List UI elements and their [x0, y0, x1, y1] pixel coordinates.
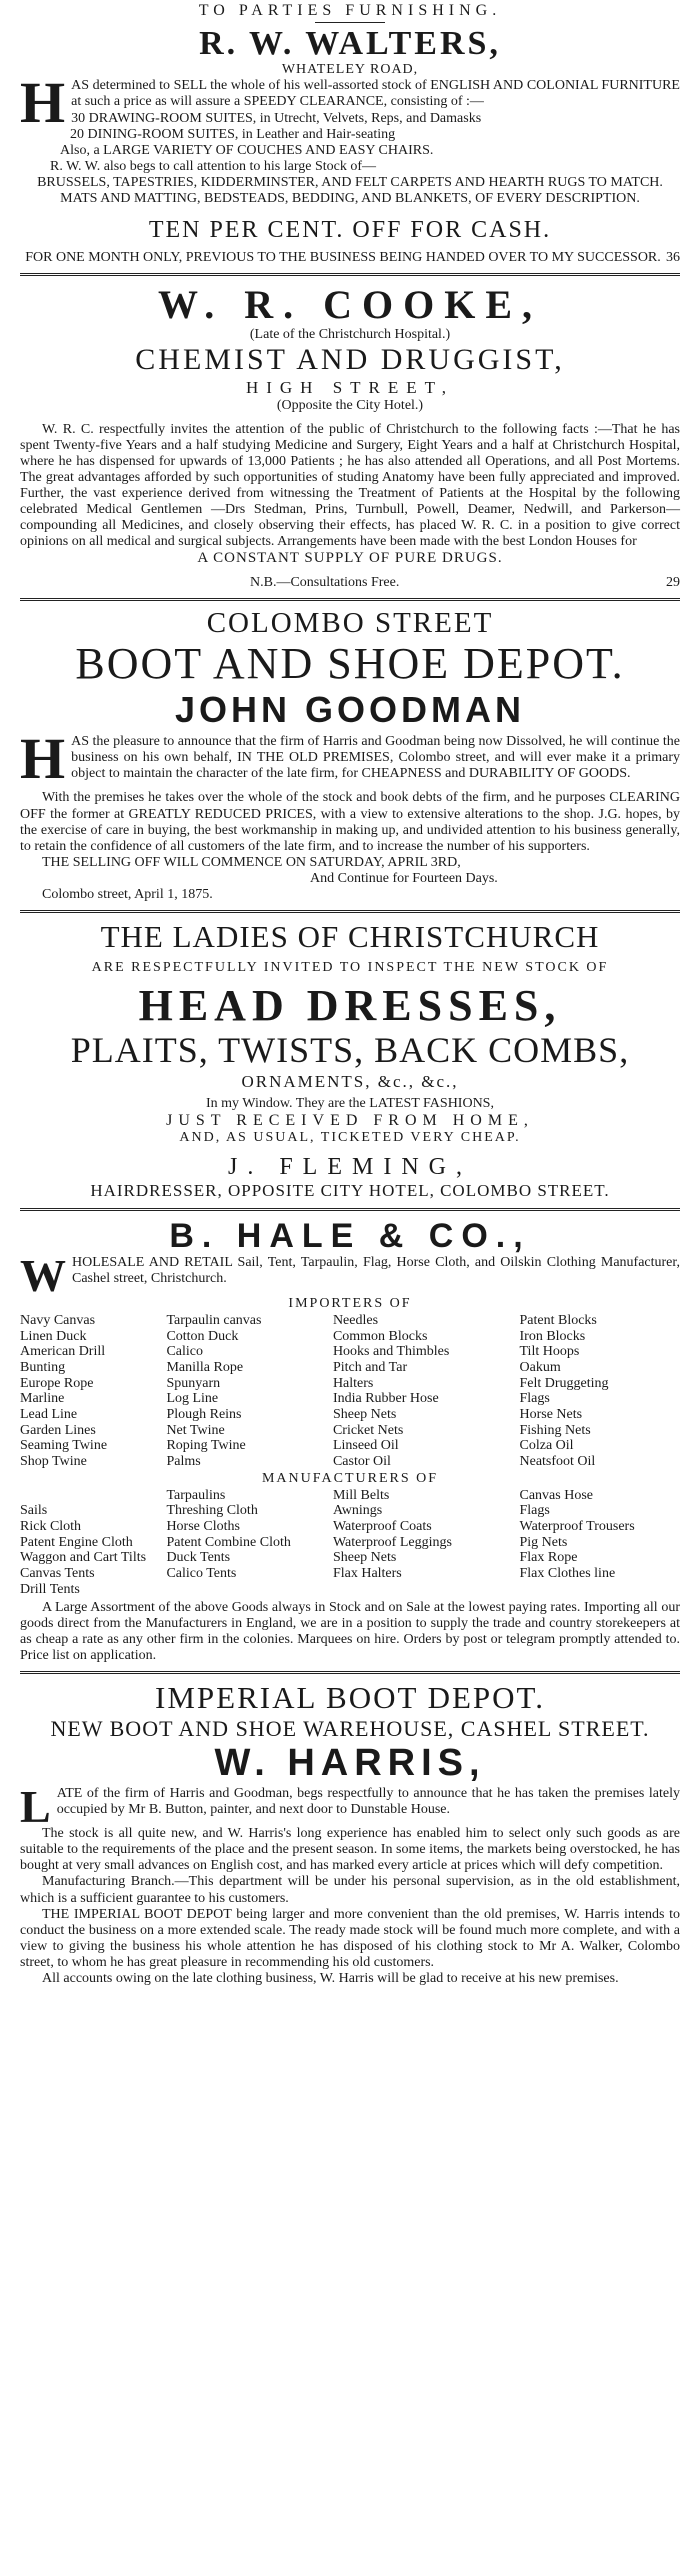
fleming-window: In my Window. They are the LATEST FASHIONS, — [206, 1095, 494, 1111]
cooke-supply: A CONSTANT SUPPLY OF PURE DRUGS. — [197, 550, 503, 567]
walters-ref: 36 — [666, 250, 680, 266]
list-item: Canvas Hose — [519, 1487, 593, 1503]
goodman-advert — [20, 608, 680, 902]
list-item: Patent Engine Cloth — [20, 1534, 133, 1550]
goodman-name: JOHN GOODMAN — [174, 688, 525, 730]
harris-p1: ATE of the firm of Harris and Goodman, begs respectfully to announce that he has taken the premises lately occupied by Mr B. Button, painter, and next door to Dunstable House. — [56, 1786, 680, 1818]
divider — [20, 598, 680, 601]
list-item: Calico Tents — [166, 1566, 237, 1582]
harris-p4: THE IMPERIAL BOOT DEPOT being larger and more convenient than the old premises, W. Harris intends to conduct the business on a more extended scale. The ready made stock will be found much more complete, and with a view to giving the business his whole attention he has disposed of his clothing stock to Mr A. Walker, Colombo street, to whom he has great pleasure in recommending his old customers. — [20, 1906, 680, 1970]
cooke-title: CHEMIST AND DRUGGIST, — [135, 343, 565, 377]
walters-item: 20 DINING-ROOM SUITES, in Leather and Hair-seating — [70, 126, 396, 142]
walters-footer: FOR ONE MONTH ONLY, PREVIOUS TO THE BUSINESS BEING HANDED OVER TO MY SUCCESSOR. — [25, 250, 661, 266]
walters-name: R. W. WALTERS, — [199, 25, 501, 62]
list-item: Tarpaulins — [166, 1487, 226, 1503]
goodman-street: COLOMBO STREET — [206, 607, 494, 640]
list-item: Castor Oil — [332, 1454, 391, 1470]
fleming-advert — [20, 920, 680, 1201]
walters-advert — [20, 2, 680, 266]
list-item: Drill Tents — [20, 1581, 80, 1597]
list-item: Cricket Nets — [332, 1422, 404, 1438]
list-item: Sails — [20, 1503, 48, 1519]
cooke-street: HIGH STREET, — [245, 377, 455, 397]
list-item: Cotton Duck — [166, 1328, 239, 1344]
list-item: Roping Twine — [166, 1438, 246, 1454]
list-item: Rick Cloth — [20, 1519, 82, 1535]
list-item: Flags — [519, 1391, 550, 1407]
hale-importers-heading: IMPORTERS OF — [288, 1296, 412, 1312]
list-item: Waggon and Cart Tilts — [20, 1550, 147, 1566]
harris-name: W. HARRIS, — [214, 1742, 486, 1785]
list-item: Awnings — [332, 1503, 383, 1519]
list-item: Navy Canvas — [20, 1313, 96, 1329]
list-item: Common Blocks — [332, 1328, 428, 1344]
list-item: Lead Line — [20, 1407, 78, 1423]
list-item: Sheep Nets — [332, 1550, 397, 1566]
harris-title: IMPERIAL BOOT DEPOT. — [155, 1679, 545, 1715]
divider — [20, 910, 680, 913]
divider — [20, 1671, 680, 1674]
list-item: Iron Blocks — [519, 1328, 586, 1344]
walters-stock-bedding: MATS AND MATTING, BEDSTEADS, BEDDING, AND BLANKETS, OF EVERY DESCRIPTION. — [60, 191, 640, 207]
fleming-address: HAIRDRESSER, OPPOSITE CITY HOTEL, COLOMBO STREET. — [90, 1180, 610, 1200]
list-item: Calico — [166, 1344, 203, 1360]
list-item: Net Twine — [166, 1422, 225, 1438]
list-item: Flags — [519, 1503, 550, 1519]
list-item: Oakum — [519, 1360, 561, 1376]
fleming-invite: ARE RESPECTFULLY INVITED TO INSPECT THE NEW STOCK OF — [91, 959, 609, 975]
hale-manufacturers-list — [20, 1488, 680, 1598]
list-item: Neatsfoot Oil — [519, 1454, 596, 1470]
fleming-ladies: THE LADIES OF CHRISTCHURCH — [100, 918, 600, 954]
cooke-opposite: (Opposite the City Hotel.) — [276, 397, 424, 413]
walters-dropcap: H — [20, 70, 66, 136]
list-item: Manilla Rope — [166, 1360, 244, 1376]
list-item: Halters — [332, 1375, 374, 1391]
list-item: Flax Halters — [332, 1566, 402, 1582]
harris-advert — [20, 1681, 680, 1987]
harris-p2: The stock is all quite new, and W. Harris's long experience has enabled him to select only such goods as are suitable to the requirements of the place and the present season. In some items, the markets being overstocked, he has bought at very small advances on English cost, and has marked every article at prices which will defy competition. — [20, 1826, 680, 1874]
list-item: Horse Nets — [519, 1407, 583, 1423]
goodman-body-1: AS the pleasure to announce that the firm of Harris and Goodman being now Dissolved, he will continue the business on his own behalf, IN THE OLD PREMISES, Colombo street, and will ever make it a primary object to maintain the character of the late firm, for CHEAPNESS and DURABILITY OF GOODS. — [71, 734, 680, 782]
list-item: Bunting — [20, 1360, 66, 1376]
list-item: Sheep Nets — [332, 1407, 397, 1423]
list-item — [333, 1582, 514, 1598]
list-item: Linen Duck — [20, 1328, 87, 1344]
harris-p5: All accounts owing on the late clothing business, W. Harris will be glad to receive at his new premises. — [42, 1971, 619, 1986]
list-item: Canvas Tents — [20, 1566, 95, 1582]
divider — [20, 273, 680, 276]
fleming-ornaments: ORNAMENTS, &c., &c., — [241, 1071, 459, 1091]
hale-body: A Large Assortment of the above Goods always in Stock and on Sale at the lowest paying rates. Importing all our goods direct from the Manufacturers in England, we are in a position to supply the trade and country storekeepers at as cheap a rate as any other firm in the colonies. Marquees on hire. Orders by post or telegram promptly attended to. Price list on application. — [20, 1599, 680, 1663]
list-item: Europe Rope — [20, 1375, 94, 1391]
list-item: Tarpaulin canvas — [166, 1313, 262, 1329]
list-item: Flax Clothes line — [519, 1566, 616, 1582]
walters-top-heading: TO PARTIES FURNISHING. — [198, 2, 502, 19]
fleming-plaits: PLAITS, TWISTS, BACK COMBS, — [70, 1030, 630, 1071]
list-item: Seaming Twine — [20, 1438, 108, 1454]
cooke-advert — [20, 283, 680, 591]
walters-intro: AS determined to SELL the whole of his well-assorted stock of ENGLISH AND COLONIAL FURNITURE at such a price as will assure a SPEEDY CLEARANCE, consisting of :— — [71, 78, 680, 110]
list-item: Threshing Cloth — [166, 1503, 258, 1519]
hale-name: B. HALE & CO., — [169, 1216, 531, 1255]
list-item: Mill Belts — [332, 1487, 390, 1503]
list-item: Tilt Hoops — [519, 1344, 580, 1360]
goodman-date: Colombo street, April 1, 1875. — [42, 886, 213, 902]
goodman-body-2: With the premises he takes over the whole of the stock and book debts of the firm, and he purposes CLEARING OFF the former at GREATLY REDUCED PRICES, with a view to extensive alterations to the shop. J.G. hopes, by the exercise of care in buying, the best workmanship in making up, and undivided attention to his business generally, to retain the confidence of all customers of the late firm, and to increase the number of his supporters. — [20, 790, 680, 854]
hale-manufacturers-heading: MANUFACTURERS OF — [261, 1470, 439, 1486]
list-item: Hooks and Thimbles — [332, 1344, 450, 1360]
divider — [315, 22, 385, 23]
goodman-dropcap: H — [20, 726, 66, 792]
list-item — [166, 1582, 327, 1598]
fleming-usual: AND, AS USUAL, TICKETED VERY CHEAP. — [179, 1129, 521, 1145]
hale-advert — [20, 1218, 680, 1664]
cooke-body: W. R. C. respectfully invites the attention of the public of Christchurch to the following facts :—That he has spent Twenty-five Years and a half studying Medicine and Surgery, Eight Years and a half at Christchurch Hospital, where he has dispensed for upwards of 13,000 Patients ; he has also attended all Operations, and all Post Mortems. The great advantages afforded by such opportunities of studing Anatomy have been fully appreciated and improved. Further, the vast experience derived from witnessing the Treatment of Patients at the Hospital by the following celebrated Medical Gentlemen —Drs Stedman, Prins, Turnbull, Powell, Deamer, Nedwill, and Parkerson—compounding all Medicines, and closely observing their effects, has placed W. R. C. in a position to give correct opinions on all medical and surgical subjects. Arrangements have been made with the best London Houses for — [20, 421, 680, 550]
list-item: Garden Lines — [20, 1422, 96, 1438]
list-item: Plough Reins — [166, 1407, 242, 1423]
list-item: Flax Rope — [519, 1550, 578, 1566]
walters-item: Also, a LARGE VARIETY OF COUCHES AND EASY CHAIRS. — [60, 142, 434, 158]
list-item: India Rubber Hose — [332, 1391, 439, 1407]
walters-offer: TEN PER CENT. OFF FOR CASH. — [148, 217, 552, 244]
list-item: American Drill — [20, 1344, 106, 1360]
list-item: Waterproof Coats — [332, 1519, 432, 1535]
divider — [20, 1208, 680, 1211]
list-item — [520, 1582, 681, 1598]
list-item: Spunyarn — [166, 1375, 221, 1391]
cooke-ref: 29 — [666, 575, 680, 591]
fleming-received: JUST RECEIVED FROM HOME, — [166, 1111, 534, 1129]
cooke-name: W. R. COOKE, — [157, 282, 543, 328]
list-item: Log Line — [166, 1391, 219, 1407]
list-item: Patent Combine Cloth — [166, 1534, 291, 1550]
cooke-late: (Late of the Christchurch Hospital.) — [249, 327, 451, 343]
fleming-name: J. FLEMING, — [227, 1153, 472, 1180]
walters-address: WHATELEY ROAD, — [281, 62, 419, 78]
list-item: Needles — [332, 1313, 379, 1329]
goodman-title: BOOT AND SHOE DEPOT. — [75, 639, 625, 689]
list-item: Pitch and Tar — [332, 1360, 408, 1376]
walters-item: 30 DRAWING-ROOM SUITES, in Utrecht, Velvets, Reps, and Damasks — [71, 110, 482, 126]
list-item: Linseed Oil — [332, 1438, 399, 1454]
cooke-nb: N.B.—Consultations Free. — [250, 575, 400, 591]
list-item: Duck Tents — [166, 1550, 231, 1566]
list-item: Patent Blocks — [519, 1313, 597, 1329]
hale-dropcap: W — [20, 1250, 66, 1302]
newspaper-page — [10, 2, 690, 1987]
list-item — [20, 1488, 160, 1504]
list-item: Pig Nets — [519, 1534, 568, 1550]
list-item: Colza Oil — [519, 1438, 574, 1454]
walters-stock-carpets: BRUSSELS, TAPESTRIES, KIDDERMINSTER, AND FELT CARPETS AND HEARTH RUGS TO MATCH. — [37, 174, 663, 190]
list-item: Marline — [20, 1391, 65, 1407]
hale-intro: HOLESALE AND RETAIL Sail, Tent, Tarpaulin, Flag, Horse Cloth, and Oilskin Clothing Manufacturer, Cashel street, Christchurch. — [72, 1255, 680, 1287]
list-item: Waterproof Trousers — [519, 1519, 635, 1535]
goodman-continue: And Continue for Fourteen Days. — [310, 870, 498, 886]
harris-dropcap: L — [20, 1781, 51, 1833]
list-item: Shop Twine — [20, 1454, 87, 1470]
list-item: Horse Cloths — [166, 1519, 240, 1535]
harris-p3: Manufacturing Branch.—This department will be under his personal supervision, as in the old establishment, which is a sufficient guarantee to his customers. — [20, 1874, 680, 1906]
list-item: Felt Druggeting — [519, 1375, 609, 1391]
goodman-selling: THE SELLING OFF WILL COMMENCE ON SATURDAY, APRIL 3RD, — [42, 854, 461, 870]
list-item: Waterproof Leggings — [332, 1534, 452, 1550]
hale-importers-list — [20, 1313, 680, 1470]
fleming-head: HEAD DRESSES, — [138, 980, 562, 1030]
harris-sub: NEW BOOT AND SHOE WAREHOUSE, CASHEL STREET. — [50, 1715, 650, 1741]
list-item: Fishing Nets — [519, 1422, 591, 1438]
walters-also-line: R. W. W. also begs to call attention to his large Stock of— — [50, 158, 376, 174]
list-item: Palms — [166, 1454, 201, 1470]
